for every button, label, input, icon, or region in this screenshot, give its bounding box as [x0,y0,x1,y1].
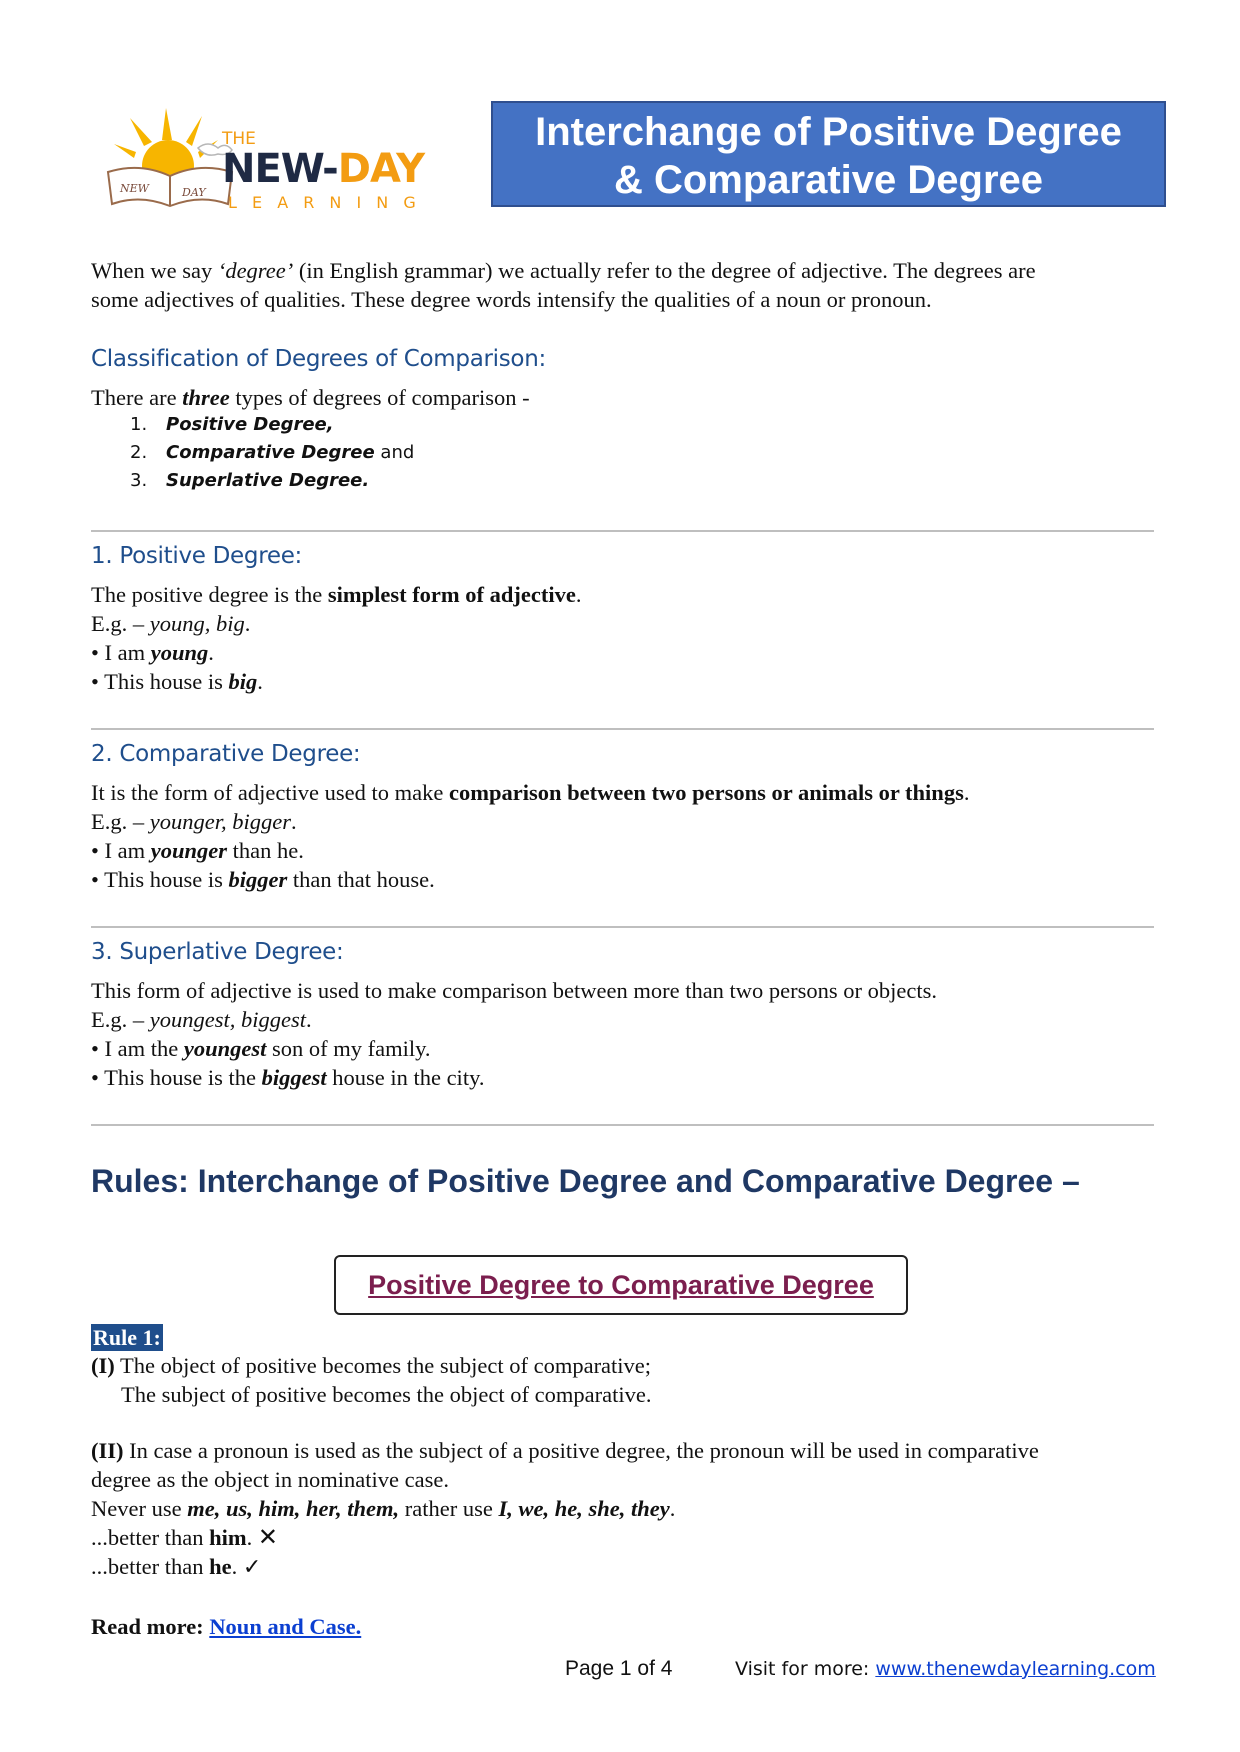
positive-degree-heading: 1. Positive Degree: [91,543,302,569]
divider [91,728,1154,730]
svg-text:NEW: NEW [120,182,149,195]
section-title-box: Positive Degree to Comparative Degree [334,1255,908,1315]
footer-visit: Visit for more: www.thenewdaylearning.com [735,1658,1156,1680]
website-link[interactable]: www.thenewdaylearning.com [875,1658,1156,1680]
classification-heading: Classification of Degrees of Comparison: [91,346,546,372]
classification-intro: There are three types of degrees of comparison - [91,385,530,410]
sun-book-logo-icon [100,100,480,220]
positive-degree-section: The positive degree is the simplest form of adjective. E.g. – young, big. • I am young. • This house is big. [91,582,582,694]
svg-text:THE: THE [222,129,256,149]
svg-text:DAY: DAY [182,186,206,199]
rule-1-part-i: (I) The object of positive becomes the subject of comparative; The subject of positive becomes the object of comparative. [91,1353,652,1407]
rules-heading: Rules: Interchange of Positive Degree and Comparative Degree – [91,1163,1080,1199]
rule-1-part-ii: (II) In case a pronoun is used as the subject of a positive degree, the pronoun will be used in comparative degree as the object in nominative case. Never use me, us, him, her, them, rather use I, we, he, she, they. ...better than him. ✕ ...better than he. ✓ [91,1436,1171,1582]
superlative-degree-section: This form of adjective is used to make comparison between more than two persons or objects. E.g. – youngest, biggest. • I am the youngest son of my family. • This house is the biggest house in the city. [91,978,938,1090]
wrong-example: ...better than him. ✕ [91,1523,278,1551]
read-more: Read more: Noun and Case. [91,1614,362,1639]
svg-text:NEW-DAY: NEW-DAY [222,146,425,192]
intro-paragraph: When we say ‘degree’ (in English grammar) we actually refer to the degree of adjective. The degrees are some adjectives of qualities. These degree words intensify the qualities of a noun or pronoun. [91,258,1036,312]
brand-logo [100,100,480,220]
page-title-box [491,101,1166,207]
list-item: 3. Superlative Degree. [130,470,370,491]
superlative-degree-heading: 3. Superlative Degree: [91,939,344,965]
check-icon: ✓ [242,1555,262,1580]
list-item: 1. Positive Degree, [130,414,334,435]
comparative-degree-section: It is the form of adjective used to make comparison between two persons or animals or things. E.g. – younger, bigger. • I am younger than he. • This house is bigger than that house. [91,780,970,892]
noun-and-case-link[interactable]: Noun and Case. [209,1614,362,1639]
rule-1-label: Rule 1: [93,1325,161,1350]
comparative-degree-heading: 2. Comparative Degree: [91,741,361,767]
cross-icon: ✕ [257,1523,278,1551]
list-item: 2. Comparative Degree and [130,442,415,463]
divider [91,926,1154,928]
divider [91,1124,1154,1126]
degree-types-list [130,411,414,495]
page-title-line2: & Comparative Degree [613,158,1044,202]
page-number: Page 1 of 4 [565,1657,673,1680]
svg-text:L E A R N I N G: L E A R N I N G [228,193,421,212]
page-title-line1: Interchange of Positive Degree [535,110,1122,154]
right-example: ...better than he. ✓ [91,1554,262,1580]
divider [91,530,1154,532]
